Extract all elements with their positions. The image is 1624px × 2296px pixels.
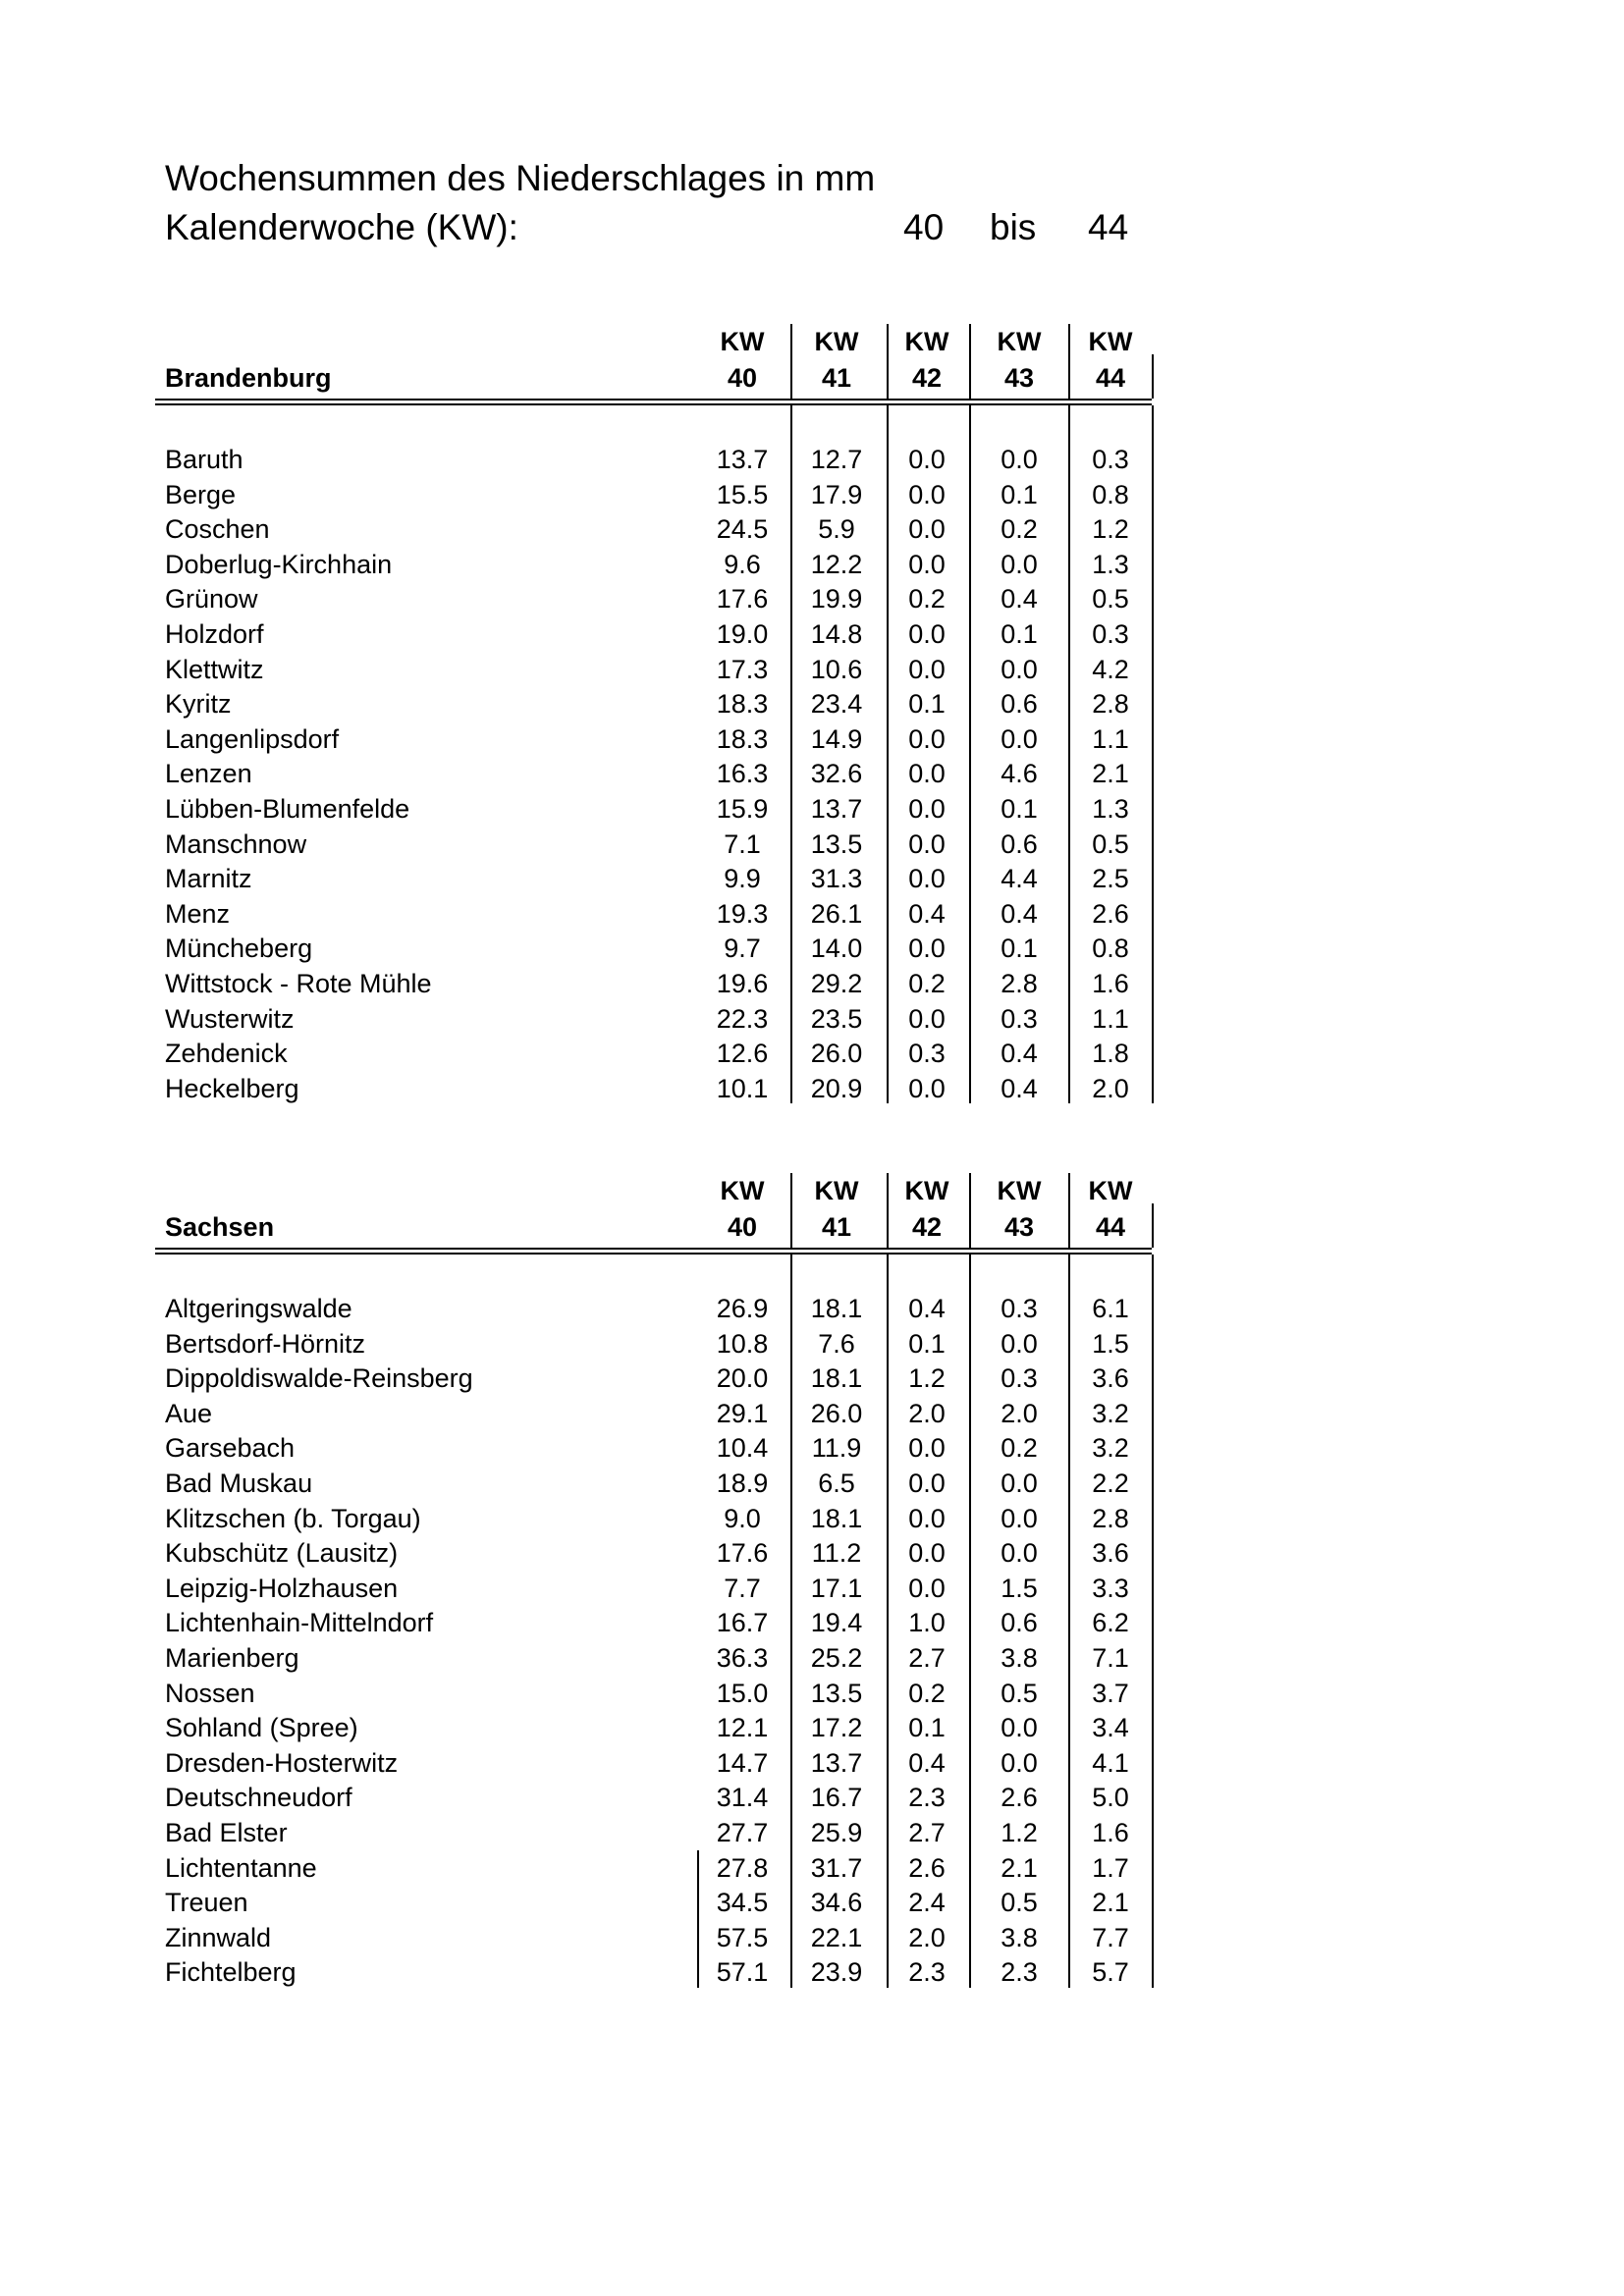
precipitation-value: 3.6 — [1092, 1363, 1129, 1394]
column-separator — [1068, 1173, 1070, 1248]
precipitation-value: 3.8 — [1001, 1643, 1038, 1673]
precipitation-value: 0.3 — [1001, 1363, 1038, 1394]
precipitation-value: 15.0 — [716, 1678, 769, 1708]
header-rule — [155, 1248, 1152, 1250]
precipitation-value: 4.2 — [1092, 654, 1129, 684]
precipitation-value: 2.0 — [1092, 1073, 1129, 1103]
calendar-week-label: Kalenderwoche (KW): — [165, 207, 518, 247]
precipitation-value: 5.9 — [818, 514, 855, 545]
precipitation-value: 0.8 — [1092, 934, 1129, 964]
column-header-week: 40 — [727, 1212, 758, 1242]
precipitation-value: 0.0 — [1001, 1503, 1038, 1533]
precipitation-value: 7.1 — [1092, 1643, 1129, 1673]
precipitation-value: 19.6 — [716, 969, 769, 998]
precipitation-value: 1.3 — [1092, 794, 1129, 824]
precipitation-value: 17.9 — [810, 479, 863, 509]
station-name: Lübben-Blumenfelde — [165, 794, 410, 824]
precipitation-value: 0.0 — [908, 1468, 946, 1498]
region-name: Sachsen — [165, 1212, 275, 1242]
precipitation-value: 1.5 — [1092, 1328, 1129, 1359]
station-name: Heckelberg — [165, 1073, 299, 1103]
precipitation-value: 0.3 — [1001, 1294, 1038, 1323]
column-separator — [790, 1173, 792, 1248]
column-header-week: 41 — [821, 363, 852, 393]
precipitation-value: 22.1 — [810, 1922, 863, 1952]
precipitation-value: 27.8 — [716, 1852, 769, 1883]
precipitation-value: 3.3 — [1092, 1573, 1129, 1603]
column-header-kw: KW — [997, 1176, 1042, 1205]
precipitation-value: 0.0 — [1001, 723, 1038, 754]
station-name: Langenlipsdorf — [165, 723, 340, 754]
precipitation-value: 18.1 — [810, 1294, 863, 1323]
precipitation-value: 0.5 — [1001, 1678, 1038, 1708]
precipitation-value: 2.3 — [908, 1783, 946, 1813]
week-to: 44 — [1088, 207, 1129, 247]
precipitation-value: 17.1 — [810, 1573, 863, 1603]
precipitation-value: 34.6 — [810, 1888, 863, 1918]
column-header-kw: KW — [720, 327, 765, 356]
station-name: Zehdenick — [165, 1039, 288, 1069]
column-header-week: 44 — [1095, 363, 1126, 393]
page-title: Wochensummen des Niederschlages in mm — [165, 158, 876, 198]
precipitation-value: 0.6 — [1001, 1608, 1038, 1638]
precipitation-value: 0.5 — [1092, 584, 1129, 614]
precipitation-value: 2.0 — [908, 1922, 946, 1952]
precipitation-value: 29.2 — [810, 969, 863, 998]
precipitation-value: 26.1 — [810, 898, 863, 929]
precipitation-value: 0.2 — [908, 969, 946, 998]
precipitation-value: 9.6 — [724, 549, 761, 579]
precipitation-value: 0.6 — [1001, 828, 1038, 859]
station-name: Manschnow — [165, 828, 307, 859]
precipitation-value: 4.1 — [1092, 1747, 1129, 1778]
precipitation-value: 2.6 — [1001, 1783, 1038, 1813]
station-name: Marienberg — [165, 1643, 299, 1673]
precipitation-value: 14.9 — [810, 723, 863, 754]
precipitation-value: 3.6 — [1092, 1538, 1129, 1569]
precipitation-value: 0.0 — [908, 1073, 946, 1103]
precipitation-value: 12.7 — [810, 445, 863, 474]
precipitation-value: 1.5 — [1001, 1573, 1038, 1603]
precipitation-value: 0.4 — [1001, 1039, 1038, 1069]
precipitation-value: 17.2 — [810, 1713, 863, 1743]
precipitation-value: 14.0 — [810, 934, 863, 964]
precipitation-value: 2.3 — [908, 1957, 946, 1988]
precipitation-value: 9.7 — [724, 934, 761, 964]
precipitation-value: 11.2 — [811, 1538, 862, 1569]
precipitation-value: 12.6 — [716, 1039, 769, 1069]
precipitation-value: 14.7 — [716, 1747, 769, 1778]
station-name: Berge — [165, 479, 237, 509]
precipitation-value: 12.1 — [716, 1713, 769, 1743]
precipitation-value: 15.9 — [716, 794, 769, 824]
precipitation-value: 2.6 — [1092, 898, 1129, 929]
precipitation-value: 0.1 — [1001, 619, 1038, 649]
precipitation-value: 0.4 — [908, 898, 946, 929]
precipitation-value: 0.0 — [908, 514, 946, 545]
precipitation-value: 18.3 — [716, 689, 769, 720]
precipitation-value: 18.1 — [810, 1363, 863, 1394]
precipitation-value: 0.2 — [908, 584, 946, 614]
precipitation-value: 10.6 — [810, 654, 863, 684]
precipitation-value: 19.4 — [810, 1608, 863, 1638]
precipitation-value: 0.2 — [1001, 1433, 1038, 1464]
precipitation-value: 0.8 — [1092, 479, 1129, 509]
precipitation-value: 0.2 — [908, 1678, 946, 1708]
station-name: Dippoldiswalde-Reinsberg — [165, 1363, 473, 1394]
precipitation-value: 1.6 — [1092, 1818, 1129, 1847]
precipitation-value: 0.0 — [908, 549, 946, 579]
column-separator — [887, 324, 889, 399]
precipitation-value: 1.2 — [1092, 514, 1129, 545]
precipitation-value: 0.1 — [908, 1713, 946, 1743]
precipitation-value: 0.1 — [908, 1328, 946, 1359]
column-header-kw: KW — [1088, 327, 1133, 356]
header-rule — [155, 403, 1152, 405]
column-header-kw: KW — [997, 327, 1042, 356]
precipitation-value: 0.0 — [908, 619, 946, 649]
column-header-kw: KW — [720, 1176, 765, 1205]
precipitation-value: 5.0 — [1092, 1783, 1129, 1813]
column-header-kw: KW — [814, 1176, 859, 1205]
precipitation-value: 0.0 — [908, 1503, 946, 1533]
precipitation-value: 0.0 — [908, 479, 946, 509]
station-name: Baruth — [165, 445, 244, 474]
station-name: Wittstock - Rote Mühle — [165, 969, 432, 998]
precipitation-value: 31.7 — [810, 1852, 863, 1883]
precipitation-value: 17.6 — [716, 584, 769, 614]
precipitation-value: 57.5 — [716, 1922, 769, 1952]
station-name: Aue — [165, 1398, 213, 1428]
precipitation-value: 7.7 — [1092, 1922, 1129, 1952]
precipitation-value: 20.0 — [716, 1363, 769, 1394]
column-separator — [1152, 405, 1154, 1103]
precipitation-value: 0.3 — [1092, 445, 1129, 474]
precipitation-value: 0.0 — [908, 794, 946, 824]
precipitation-value: 0.5 — [1092, 828, 1129, 859]
station-name: Kubschütz (Lausitz) — [165, 1538, 399, 1569]
precipitation-value: 20.9 — [810, 1073, 863, 1103]
precipitation-value: 13.7 — [716, 445, 769, 474]
precipitation-value: 12.2 — [810, 549, 863, 579]
precipitation-value: 6.2 — [1092, 1608, 1129, 1638]
precipitation-value: 2.3 — [1001, 1957, 1038, 1988]
precipitation-value: 5.7 — [1092, 1957, 1129, 1988]
precipitation-value: 0.4 — [1001, 584, 1038, 614]
precipitation-value: 26.0 — [810, 1039, 863, 1069]
precipitation-value: 2.7 — [908, 1818, 946, 1847]
station-name: Doberlug-Kirchhain — [165, 549, 393, 579]
precipitation-value: 0.3 — [1092, 619, 1129, 649]
precipitation-value: 2.8 — [1001, 969, 1038, 998]
column-separator — [969, 1255, 971, 1988]
week-from: 40 — [903, 207, 945, 247]
station-name: Kyritz — [165, 689, 232, 720]
precipitation-value: 0.0 — [1001, 549, 1038, 579]
precipitation-value: 10.4 — [716, 1433, 769, 1464]
station-name: Bertsdorf-Hörnitz — [165, 1328, 366, 1359]
precipitation-value: 4.4 — [1001, 864, 1038, 894]
precipitation-value: 19.3 — [716, 898, 769, 929]
column-separator — [1068, 1255, 1070, 1988]
station-name: Sohland (Spree) — [165, 1713, 358, 1743]
precipitation-value: 24.5 — [716, 514, 769, 545]
precipitation-value: 0.0 — [908, 654, 946, 684]
week-range-bis: bis — [990, 207, 1037, 247]
column-separator — [790, 1255, 792, 1988]
station-name: Müncheberg — [165, 934, 313, 964]
precipitation-value: 13.7 — [810, 1747, 863, 1778]
precipitation-value: 4.6 — [1001, 759, 1038, 789]
column-separator — [887, 1173, 889, 1248]
precipitation-value: 15.5 — [716, 479, 769, 509]
column-header-week: 43 — [1003, 1212, 1035, 1242]
precipitation-value: 0.4 — [908, 1747, 946, 1778]
precipitation-value: 16.7 — [810, 1783, 863, 1813]
station-name: Altgeringswalde — [165, 1294, 352, 1323]
precipitation-value: 0.0 — [908, 1433, 946, 1464]
column-separator — [969, 405, 971, 1103]
precipitation-value: 0.1 — [1001, 934, 1038, 964]
column-header-week: 43 — [1003, 363, 1035, 393]
precipitation-value: 0.0 — [908, 828, 946, 859]
precipitation-value: 0.0 — [908, 723, 946, 754]
precipitation-value: 2.0 — [908, 1398, 946, 1428]
station-name: Leipzig-Holzhausen — [165, 1573, 399, 1603]
column-separator — [969, 1173, 971, 1248]
precipitation-value: 1.3 — [1092, 549, 1129, 579]
precipitation-value: 13.5 — [810, 1678, 863, 1708]
table-right-edge — [1152, 1203, 1154, 1248]
precipitation-value: 16.3 — [716, 759, 769, 789]
precipitation-value: 34.5 — [716, 1888, 769, 1918]
precipitation-value: 3.4 — [1092, 1713, 1129, 1743]
precipitation-value: 23.5 — [810, 1003, 863, 1034]
column-header-kw: KW — [904, 1176, 949, 1205]
precipitation-value: 2.6 — [908, 1852, 946, 1883]
precipitation-value: 9.0 — [724, 1503, 761, 1533]
precipitation-value: 0.0 — [908, 1003, 946, 1034]
station-name: Klitzschen (b. Torgau) — [165, 1503, 421, 1533]
precipitation-value: 0.0 — [908, 1538, 946, 1569]
precipitation-value: 0.1 — [1001, 479, 1038, 509]
column-separator — [790, 324, 792, 399]
precipitation-value: 13.5 — [810, 828, 863, 859]
precipitation-value: 27.7 — [716, 1818, 769, 1847]
column-header-kw: KW — [814, 327, 859, 356]
precipitation-value: 0.1 — [908, 689, 946, 720]
precipitation-value: 19.0 — [716, 619, 769, 649]
precipitation-value: 17.6 — [716, 1538, 769, 1569]
header-rule — [155, 399, 1152, 400]
precipitation-value: 23.4 — [810, 689, 863, 720]
column-header-week: 41 — [821, 1212, 852, 1242]
precipitation-value: 0.0 — [1001, 445, 1038, 474]
precipitation-value: 6.5 — [818, 1468, 855, 1498]
precipitation-value: 10.8 — [716, 1328, 769, 1359]
precipitation-value: 0.0 — [908, 759, 946, 789]
precipitation-value: 36.3 — [716, 1643, 769, 1673]
precipitation-value: 2.8 — [1092, 1503, 1129, 1533]
precipitation-value: 18.9 — [716, 1468, 769, 1498]
precipitation-value: 1.8 — [1092, 1039, 1129, 1069]
precipitation-value: 3.8 — [1001, 1922, 1038, 1952]
precipitation-value: 25.2 — [810, 1643, 863, 1673]
station-name: Lichtentanne — [165, 1852, 317, 1883]
precipitation-value: 0.0 — [908, 934, 946, 964]
column-separator — [1068, 405, 1070, 1103]
station-name: Nossen — [165, 1678, 255, 1708]
precipitation-value: 0.0 — [908, 1573, 946, 1603]
precipitation-value: 22.3 — [716, 1003, 769, 1034]
station-name: Dresden-Hosterwitz — [165, 1747, 399, 1778]
precipitation-value: 0.0 — [1001, 1328, 1038, 1359]
precipitation-value: 0.0 — [1001, 1713, 1038, 1743]
precipitation-value: 2.4 — [908, 1888, 946, 1918]
header-rule — [155, 1253, 1152, 1255]
precipitation-value: 2.5 — [1092, 864, 1129, 894]
precipitation-value: 2.1 — [1092, 759, 1129, 789]
precipitation-value: 26.0 — [810, 1398, 863, 1428]
precipitation-value: 1.7 — [1092, 1852, 1129, 1883]
precipitation-value: 1.1 — [1092, 1003, 1129, 1034]
station-name: Wusterwitz — [165, 1003, 295, 1034]
precipitation-value: 6.1 — [1092, 1294, 1129, 1323]
precipitation-value: 57.1 — [716, 1957, 769, 1988]
precipitation-value: 1.2 — [908, 1363, 946, 1394]
precipitation-value: 19.9 — [810, 584, 863, 614]
station-name: Garsebach — [165, 1433, 296, 1464]
precipitation-value: 0.6 — [1001, 689, 1038, 720]
station-name: Zinnwald — [165, 1922, 272, 1952]
precipitation-value: 9.9 — [724, 864, 761, 894]
precipitation-value: 25.9 — [810, 1818, 863, 1847]
precipitation-value: 2.8 — [1092, 689, 1129, 720]
precipitation-value: 0.4 — [1001, 898, 1038, 929]
precipitation-value: 18.3 — [716, 723, 769, 754]
precipitation-value: 0.0 — [1001, 1468, 1038, 1498]
precipitation-value: 2.7 — [908, 1643, 946, 1673]
precipitation-value: 0.0 — [908, 864, 946, 894]
precipitation-value: 3.7 — [1092, 1678, 1129, 1708]
precipitation-value: 23.9 — [810, 1957, 863, 1988]
precipitation-value: 7.1 — [724, 828, 761, 859]
station-name: Coschen — [165, 514, 270, 545]
precipitation-value: 26.9 — [716, 1294, 769, 1323]
precipitation-value: 10.1 — [716, 1073, 769, 1103]
precipitation-value: 13.7 — [810, 794, 863, 824]
station-name: Bad Elster — [165, 1818, 288, 1847]
precipitation-value: 18.1 — [810, 1503, 863, 1533]
station-name: Lenzen — [165, 759, 252, 789]
station-name: Grünow — [165, 584, 258, 614]
station-name: Holzdorf — [165, 619, 264, 649]
precipitation-value: 2.0 — [1001, 1398, 1038, 1428]
precipitation-value: 0.4 — [1001, 1073, 1038, 1103]
precipitation-value: 0.2 — [1001, 514, 1038, 545]
column-separator — [1068, 324, 1070, 399]
precipitation-value: 0.3 — [908, 1039, 946, 1069]
station-name: Klettwitz — [165, 654, 264, 684]
column-separator — [790, 405, 792, 1103]
precipitation-value: 0.5 — [1001, 1888, 1038, 1918]
precipitation-value: 0.3 — [1001, 1003, 1038, 1034]
column-header-kw: KW — [904, 327, 949, 356]
precipitation-value: 31.4 — [716, 1783, 769, 1813]
precipitation-value: 7.7 — [724, 1573, 761, 1603]
precipitation-value: 17.3 — [716, 654, 769, 684]
column-header-week: 42 — [911, 1212, 943, 1242]
precipitation-value: 7.6 — [818, 1328, 855, 1359]
precipitation-value: 3.2 — [1092, 1433, 1129, 1464]
precipitation-value: 0.0 — [1001, 654, 1038, 684]
station-name: Deutschneudorf — [165, 1783, 352, 1813]
station-name: Fichtelberg — [165, 1957, 297, 1988]
precipitation-value: 2.2 — [1092, 1468, 1129, 1498]
precipitation-value: 0.0 — [1001, 1747, 1038, 1778]
precipitation-value: 0.4 — [908, 1294, 946, 1323]
column-separator — [697, 1850, 699, 1988]
precipitation-value: 16.7 — [716, 1608, 769, 1638]
precipitation-value: 1.1 — [1092, 723, 1129, 754]
column-header-week: 40 — [727, 363, 758, 393]
station-name: Marnitz — [165, 864, 252, 894]
precipitation-value: 29.1 — [716, 1398, 769, 1428]
column-separator — [1152, 1255, 1154, 1988]
precipitation-value: 3.2 — [1092, 1398, 1129, 1428]
precipitation-value: 31.3 — [810, 864, 863, 894]
precipitation-value: 32.6 — [810, 759, 863, 789]
station-name: Lichtenhain-Mittelndorf — [165, 1608, 434, 1638]
precipitation-value: 0.0 — [1001, 1538, 1038, 1569]
precipitation-value: 1.2 — [1001, 1818, 1038, 1847]
precipitation-value: 0.0 — [908, 445, 946, 474]
precipitation-value: 2.1 — [1001, 1852, 1038, 1883]
table-right-edge — [1152, 354, 1154, 399]
column-header-week: 44 — [1095, 1212, 1126, 1242]
station-name: Menz — [165, 898, 231, 929]
station-name: Bad Muskau — [165, 1468, 313, 1498]
region-name: Brandenburg — [165, 363, 332, 393]
column-header-week: 42 — [911, 363, 943, 393]
station-name: Treuen — [165, 1888, 248, 1918]
column-header-kw: KW — [1088, 1176, 1133, 1205]
precipitation-value: 1.0 — [908, 1608, 946, 1638]
precipitation-value: 0.1 — [1001, 794, 1038, 824]
precipitation-value: 2.1 — [1092, 1888, 1129, 1918]
column-separator — [969, 324, 971, 399]
precipitation-value: 11.9 — [811, 1433, 862, 1464]
precipitation-value: 1.6 — [1092, 969, 1129, 998]
precipitation-value: 14.8 — [810, 619, 863, 649]
